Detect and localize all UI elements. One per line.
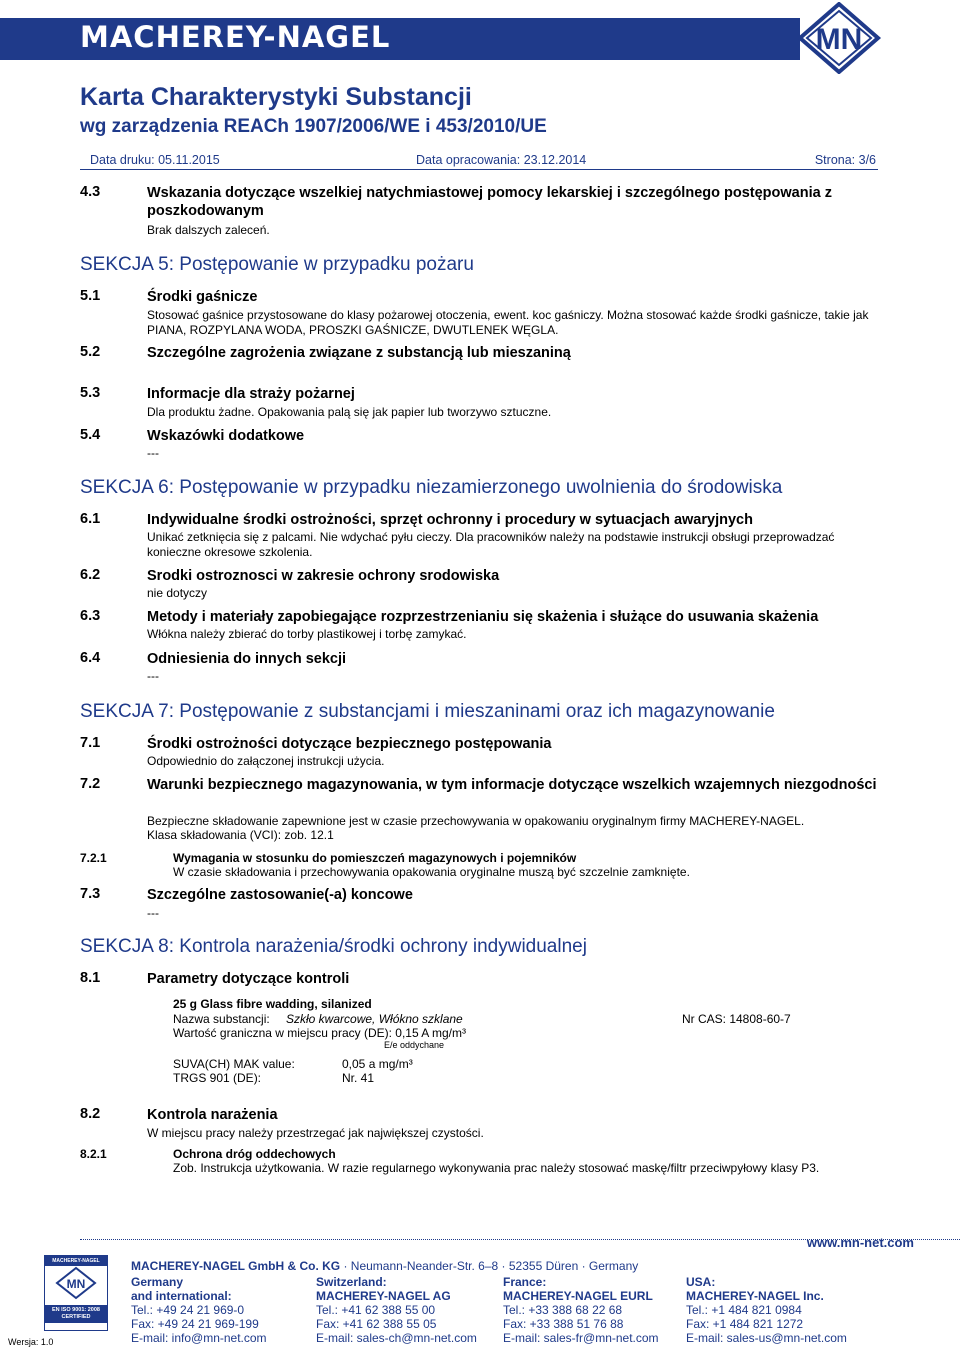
section-text: Odpowiednio do załączonej instrukcji użycia.	[147, 754, 385, 768]
brand-name: MACHEREY-NAGEL	[80, 20, 391, 54]
section-text: ---	[147, 669, 159, 683]
print-date: Data druku: 05.11.2015	[90, 153, 220, 167]
footer-heading: MACHEREY-NAGEL Inc.	[686, 1289, 824, 1303]
subsection-title: Metody i materiały zapobiegające rozprzestrzenianiu się skażenia i służące do usuwania skażenia	[147, 609, 819, 625]
section-text: Włókna należy zbierać do torby plastikowej i torbę zamykać.	[147, 627, 467, 641]
footer-phone: Tel.: +41 62 388 55 00	[316, 1303, 436, 1317]
subsection-title: Parametry dotyczące kontroli	[147, 971, 350, 987]
trgs-label: TRGS 901 (DE):	[173, 1071, 262, 1085]
footer-email[interactable]: E-mail: sales-fr@mn-net.com	[503, 1331, 659, 1345]
section-number: 7.1	[80, 735, 101, 751]
footer-fax: Fax: +49 24 21 969-199	[131, 1317, 259, 1331]
section-heading: SEKCJA 7: Postępowanie z substancjami i mieszaninami oraz ich magazynowanie	[80, 701, 775, 722]
section-text: Unikać zetknięcia się z palcami. Nie wdychać pyłu cieczy. Dla pracowników należy na podstawie instrukcji obsługi przeprowadzać konieczne okresowe szkolenia.	[147, 530, 835, 559]
subsection-title: Wymagania w stosunku do pomieszczeń magazynowych i pojemników	[173, 851, 577, 865]
iso-logo-text: MN	[66, 1277, 86, 1291]
footer-heading: USA:	[686, 1275, 716, 1289]
section-number: 6.3	[80, 608, 101, 624]
logo-text: MN	[815, 23, 863, 56]
subsection-title: Kontrola narażenia	[147, 1107, 278, 1123]
mn-logo-icon	[45, 1266, 107, 1300]
section-number: 5.1	[80, 288, 101, 304]
footer-heading: France:	[503, 1275, 547, 1289]
cas-number: Nr CAS: 14808-60-7	[682, 1012, 791, 1026]
section-number: 8.1	[80, 970, 101, 986]
iso-certificate-badge	[44, 1255, 108, 1331]
subsection-title: Środki gaśnicze	[147, 289, 258, 305]
footer-col-usa	[686, 1275, 876, 1345]
section-number: 8.2.1	[80, 1147, 107, 1161]
subsection-title: Środki ostrożności dotyczące bezpiecznego postępowania	[147, 736, 552, 752]
section-text: W czasie składowania i przechowywania opakowania oryginalne muszą być szczelnie zamknięte.	[173, 865, 690, 879]
subsection-title: Warunki bezpiecznego magazynowania, w tym informacje dotyczące wszelkich wzajemnych niezgodności	[147, 777, 877, 793]
subsection-title: Ochrona dróg oddechowych	[173, 1147, 336, 1161]
prep-date: Data opracowania: 23.12.2014	[416, 153, 587, 167]
footer-fax: Fax: +33 388 51 76 88	[503, 1317, 624, 1331]
section-heading: SEKCJA 8: Kontrola narażenia/środki ochrony indywidualnej	[80, 936, 587, 957]
subsection-title: Odniesienia do innych sekcji	[147, 651, 347, 667]
section-number: 5.4	[80, 427, 101, 443]
footer-fax: Fax: +1 484 821 1272	[686, 1317, 804, 1331]
footer-col-switzerland	[316, 1275, 496, 1345]
substance-name-value: Szkło kwarcowe, Włókno szklane	[286, 1012, 463, 1026]
workplace-limit: Wartość graniczna w miejscu pracy (DE): 0,15 A mg/m³	[173, 1026, 466, 1040]
substance-name-label: Nazwa substancji:	[173, 1012, 270, 1026]
section-text: nie dotyczy	[147, 586, 208, 600]
footer-email[interactable]: E-mail: info@mn-net.com	[131, 1331, 267, 1345]
section-text: Dla produktu żadne. Opakowania palą się jak papier lub tworzywo sztuczne.	[147, 405, 552, 419]
subsection-title: Srodki ostroznosci w zakresie ochrony srodowiska	[147, 568, 500, 584]
footer-heading: and international:	[131, 1289, 232, 1303]
company-line	[131, 1259, 638, 1273]
section-text: Zob. Instrukcja użytkowania. W razie regularnego wykonywania prac należy stosować maskę/filtr przeciwpyłowy klasy P3.	[173, 1161, 820, 1175]
section-text: Stosować gaśnice przystosowane do klasy pożarowej otoczenia, ewent. koc gaśniczy. Można stosować każde środki gaśnicze, takie jak PIANA, ROZPYLANA WODA, PROSZKI GAŚNICZE, DWUTLENEK WĘGLA.	[147, 308, 869, 337]
section-heading: SEKCJA 5: Postępowanie w przypadku pożaru	[80, 254, 474, 275]
footer-col-germany	[131, 1275, 306, 1345]
section-number: 8.2	[80, 1106, 101, 1122]
section-number: 5.3	[80, 385, 101, 401]
footer-col-france	[503, 1275, 683, 1345]
header-divider	[80, 169, 878, 170]
company-name: MACHEREY-NAGEL GmbH & Co. KG	[131, 1259, 341, 1273]
mn-logo-icon	[784, 2, 894, 74]
section-text: Bezpieczne składowanie zapewnione jest w czasie przechowywania w opakowaniu oryginalnym firmy MACHEREY-NAGEL.	[147, 814, 805, 828]
section-number: 7.2	[80, 776, 101, 792]
footer-phone: Tel.: +49 24 21 969-0	[131, 1303, 245, 1317]
iso-text: EN ISO 9001: 2008 CERTIFIED	[45, 1305, 107, 1323]
section-number: 6.1	[80, 511, 101, 527]
section-text: W miejscu pracy należy przestrzegać jak największej czystości.	[147, 1126, 484, 1140]
section-text: Klasa składowania (VCI): zob. 12.1	[147, 828, 334, 842]
company-address: · Neumann-Neander-Str. 6–8 · 52355 Düren · Germany	[340, 1259, 639, 1273]
iso-brand: MACHEREY-NAGEL	[45, 1256, 107, 1266]
subsection-title: Wskazania dotyczące wszelkiej natychmiastowej pomocy lekarskiej i szczególnego postępowania z poszkodowanym	[147, 185, 832, 219]
footer-phone: Tel.: +33 388 68 22 68	[503, 1303, 623, 1317]
suva-label: SUVA(CH) MAK value:	[173, 1057, 295, 1071]
footer-heading: Switzerland:	[316, 1275, 387, 1289]
page-number: Strona: 3/6	[814, 153, 876, 167]
section-number: 7.3	[80, 886, 101, 902]
section-number: 6.2	[80, 567, 101, 583]
section-number: 6.4	[80, 650, 101, 666]
footer-heading: MACHEREY-NAGEL AG	[316, 1289, 451, 1303]
document-title: Karta Charakterystyki Substancji	[80, 83, 472, 111]
section-text: Brak dalszych zaleceń.	[147, 223, 270, 237]
suva-value: 0,05 a mg/m³	[342, 1057, 413, 1071]
section-number: 7.2.1	[80, 851, 107, 865]
footer-heading: Germany	[131, 1275, 184, 1289]
subsection-title: Indywidualne środki ostrożności, sprzęt ochronny i procedury w sytuacjach awaryjnych	[147, 512, 753, 528]
section-heading: SEKCJA 6: Postępowanie w przypadku niezamierzonego uwolnienia do środowiska	[80, 477, 783, 498]
section-number: 5.2	[80, 344, 101, 360]
subsection-title: Szczególne zastosowanie(-a) koncowe	[147, 887, 413, 903]
footer-phone: Tel.: +1 484 821 0984	[686, 1303, 802, 1317]
subsection-title: Informacje dla straży pożarnej	[147, 386, 355, 402]
subsection-title: Wskazówki dodatkowe	[147, 428, 305, 444]
footer-fax: Fax: +41 62 388 55 05	[316, 1317, 437, 1331]
footer-email[interactable]: E-mail: sales-ch@mn-net.com	[316, 1331, 477, 1345]
document-version: Wersja: 1.0	[8, 1337, 54, 1347]
subsection-title: Szczególne zagrożenia związane z substancją lub mieszaniną	[147, 345, 571, 361]
trgs-value: Nr. 41	[342, 1071, 375, 1085]
website-link[interactable]: www.mn-net.com	[806, 1235, 914, 1250]
footer-heading: MACHEREY-NAGEL EURL	[503, 1289, 653, 1303]
section-text: ---	[147, 906, 159, 920]
document-subtitle: wg zarządzenia REACh 1907/2006/WE i 453/2010/UE	[80, 116, 547, 137]
section-text: ---	[147, 446, 159, 460]
section-number: 4.3	[80, 184, 101, 200]
product-name: 25 g Glass fibre wadding, silanized	[173, 997, 372, 1011]
limit-note: E/e oddychane	[384, 1040, 445, 1050]
footer-email[interactable]: E-mail: sales-us@mn-net.com	[686, 1331, 847, 1345]
